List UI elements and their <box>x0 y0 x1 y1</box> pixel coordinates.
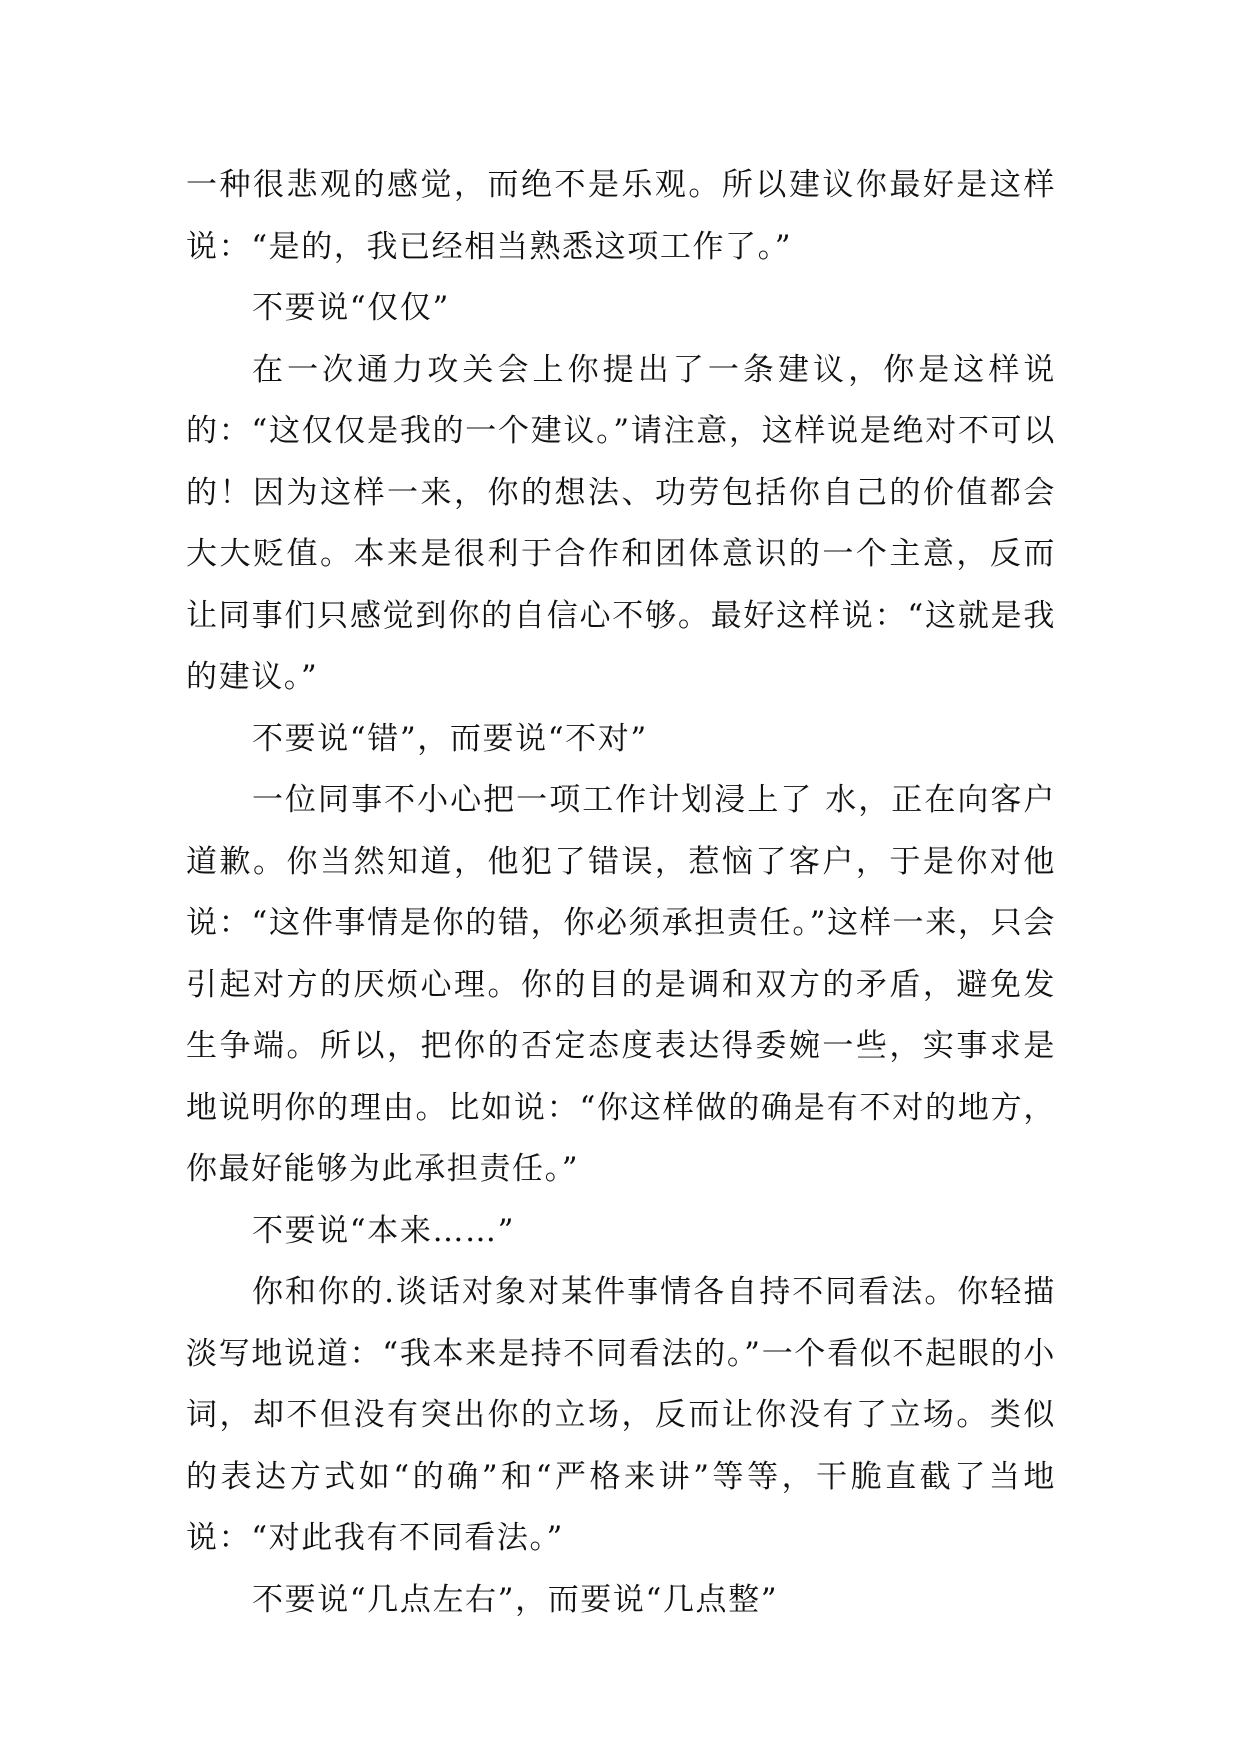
paragraph: 一种很悲观的感觉，而绝不是乐观。所以建议你最好是这样说：“是的，我已经相当熟悉这项工作了。” <box>186 167 1056 265</box>
paragraph: 你和你的.谈话对象对某件事情各自持不同看法。你轻描淡写地说道：“我本来是持不同看法的。”一个看似不起眼的小词，却不但没有突出你的立场，反而让你没有了立场。类似的表达方式如“的确”和“严格来讲”等等，干脆直截了当地说：“对此我有不同看法。” <box>186 1274 1056 1556</box>
document-body <box>186 155 1056 1631</box>
paragraph: 在一次通力攻关会上你提出了一条建议，你是这样说的：“这仅仅是我的一个建议。”请注意，这样说是绝对不可以的！因为这样一来，你的想法、功劳包括你自己的价值都会大大贬值。本来是很利于合作和团体意识的一个主意，反而让同事们只感觉到你的自信心不够。最好这样说：“这就是我的建议。” <box>186 351 1056 695</box>
section-heading: 不要说“本来……” <box>252 1212 516 1249</box>
paragraph: 一位同事不小心把一项工作计划浸上了 水，正在向客户道歉。你当然知道，他犯了错误，惹恼了客户，于是你对他说：“这件事情是你的错，你必须承担责任。”这样一来，只会引起对方的厌烦心理。你的目的是调和双方的矛盾，避免发生争端。所以，把你的否定态度表达得委婉一些，实事求是地说明你的理由。比如说：“你这样做的确是有不对的地方，你最好能够为此承担责任。” <box>186 782 1056 1187</box>
section-heading: 不要说“几点左右”，而要说“几点整” <box>252 1581 779 1618</box>
section-heading: 不要说“错”，而要说“不对” <box>252 720 648 757</box>
section-heading: 不要说“仅仅” <box>252 290 450 326</box>
